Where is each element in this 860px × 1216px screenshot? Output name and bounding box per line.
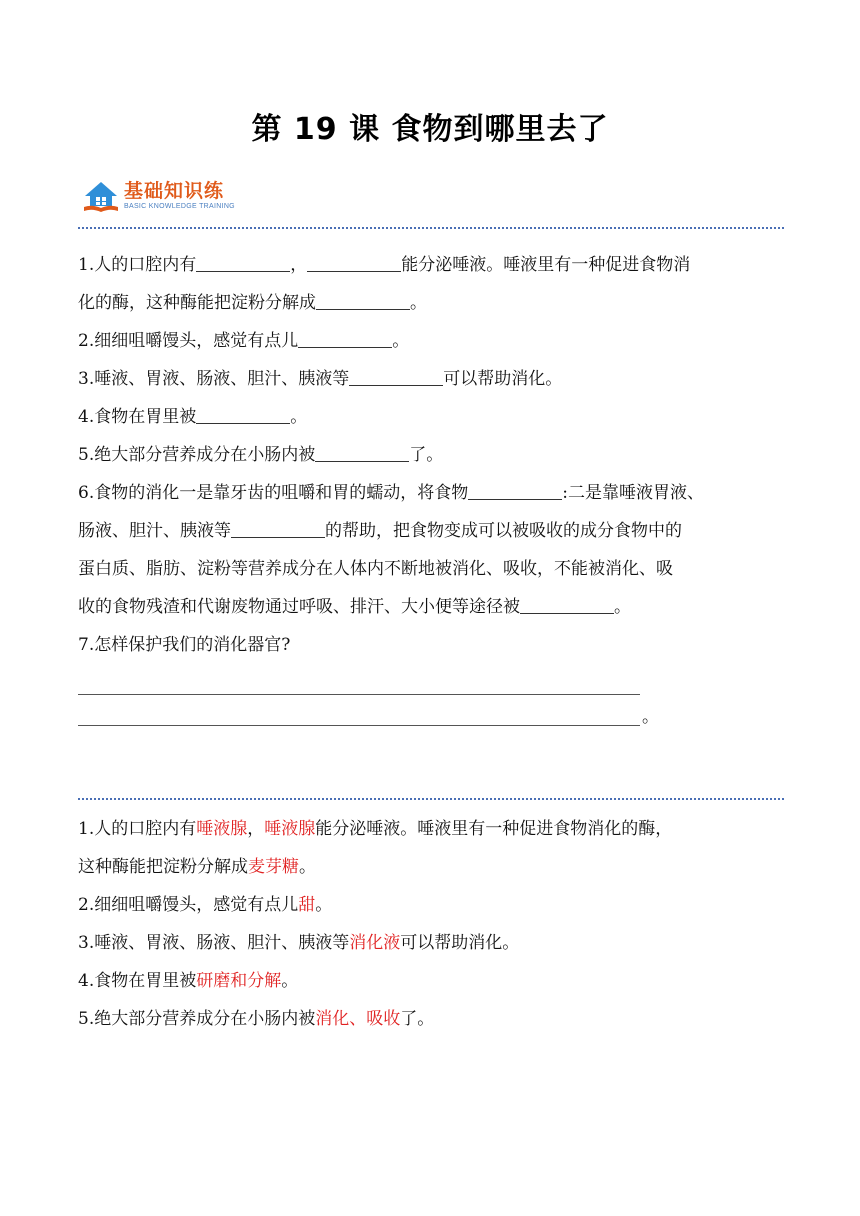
- answer-2: 2.细细咀嚼馒头，感觉有点儿甜。: [78, 895, 333, 915]
- section-badge: [82, 180, 235, 214]
- answer-3: 3.唾液、胃液、肠液、胆汁、胰液等消化液可以帮助消化。: [78, 933, 520, 953]
- divider: [78, 227, 784, 229]
- answer-blank[interactable]: [307, 253, 401, 272]
- answer-1: 1.人的口腔内有唾液腺，唾液腺能分泌唾液。唾液里有一种促进食物消化的酶， 这种酶能把淀粉分解成麦芽糖。: [78, 819, 673, 877]
- answer-line[interactable]: [78, 695, 640, 726]
- page-title: 第 19 课 食物到哪里去了: [251, 112, 609, 147]
- question-3: 3.唾液、胃液、肠液、胆汁、胰液等 可以帮助消化。: [78, 369, 563, 389]
- answer-line[interactable]: [78, 664, 640, 695]
- questions-section: 1.人的口腔内有 ， 能分泌唾液。唾液里有一种促进食物消 化的酶，这种酶能把淀粉分解成 。 2.细细咀嚼馒头，感觉有点儿 。 3.唾液、胃液、肠液、胆汁、胰液等 可以帮助消化。 4.食物在胃里被 。 5.绝大部分营养成分在小肠内被 了。 6.食物的消化一是靠牙齿的咀嚼和胃的蠕动，将食物 :二是靠唾液胃液、 肠液、胆汁、胰液等 的帮助，把食物变成可以被吸收的成分食物中的 蛋白质、脂肪、淀粉等营养成分在人体内不断地被消化、吸收，不能被消化、吸 收的食物残渣和代谢废物通过呼吸、排汗、大小便等途径被 。 7.怎样保护我们的消化器官? 。: [78, 246, 798, 726]
- question-6: 6.食物的消化一是靠牙齿的咀嚼和胃的蠕动，将食物 :二是靠唾液胃液、 肠液、胆汁、胰液等 的帮助，把食物变成可以被吸收的成分食物中的 蛋白质、脂肪、淀粉等营养成分在人体内不断地被消化、吸收，不能被消化、吸 收的食物残渣和代谢废物通过呼吸、排汗、大小便等途径被 。: [78, 483, 704, 617]
- answer-blank[interactable]: [196, 253, 290, 272]
- badge-subtitle: BASIC KNOWLEDGE TRAINING: [124, 203, 235, 210]
- question-7: 7.怎样保护我们的消化器官?: [78, 635, 291, 655]
- answer-blank[interactable]: [298, 329, 392, 348]
- answer-5: 5.绝大部分营养成分在小肠内被消化、吸收了。: [78, 1009, 435, 1029]
- answer-blank[interactable]: [315, 443, 409, 462]
- answer-blank[interactable]: [316, 291, 410, 310]
- divider: [78, 798, 784, 800]
- question-1: 1.人的口腔内有 ， 能分泌唾液。唾液里有一种促进食物消 化的酶，这种酶能把淀粉分解成 。: [78, 255, 691, 313]
- answer-blank[interactable]: [196, 405, 290, 424]
- answer-blank[interactable]: [231, 519, 325, 538]
- badge-title: 基础知识练: [124, 180, 225, 202]
- answer-blank[interactable]: [349, 367, 443, 386]
- answer-blank[interactable]: [468, 481, 562, 500]
- question-4: 4.食物在胃里被 。: [78, 407, 308, 427]
- question-5: 5.绝大部分营养成分在小肠内被 了。: [78, 445, 444, 465]
- house-book-icon: [82, 180, 120, 214]
- question-2: 2.细细咀嚼馒头，感觉有点儿 。: [78, 331, 410, 351]
- answer-4: 4.食物在胃里被研磨和分解。: [78, 971, 299, 991]
- answers-section: [78, 810, 798, 1038]
- answer-blank[interactable]: [520, 595, 614, 614]
